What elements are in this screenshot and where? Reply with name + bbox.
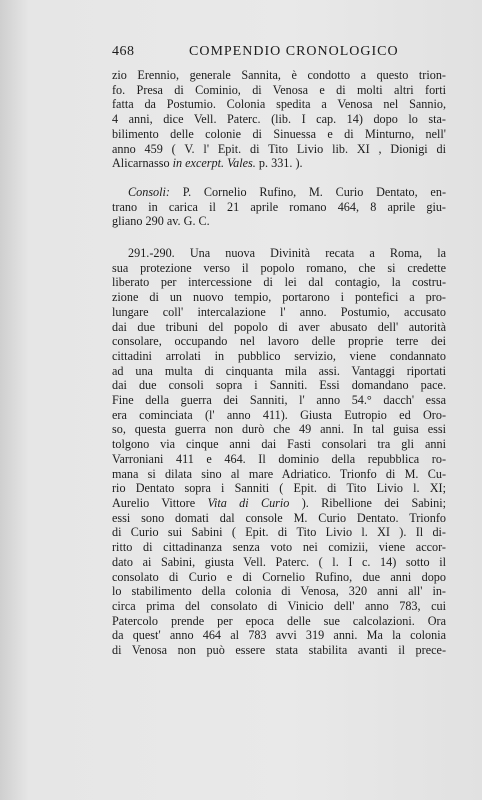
italic-run: Vita di Curio (207, 495, 290, 510)
text-line: lungare coll' intercalazione l' anno. Postumio, accusato (112, 304, 446, 319)
text-line (112, 185, 446, 200)
text-line: tolgono via cinque anni dai Fasti consolari tra gli anni (112, 437, 446, 452)
text-run: P. Cornelio Rufino, M. Curio Dentato, en- (169, 184, 446, 199)
text-line: liberato per intercessione di lei dal contagio, la costru- (112, 275, 446, 290)
text-run: Alicarnasso (112, 156, 173, 171)
text-line (112, 156, 446, 171)
italic-run: Consoli: (128, 184, 170, 199)
text-line: di Venosa non può essere stata stabilita avanti il prece- (112, 643, 446, 658)
page-number: 468 (112, 44, 135, 59)
text-line: bilimento delle colonie di Sinuessa e di Minturno, nell' (112, 126, 446, 141)
text-line: essi sono domati dal console M. Curio Dentato. Trionfo (112, 510, 446, 525)
text-line: lo stabilimento della colonia di Venosa, 320 anni all' in- (112, 584, 446, 599)
text-line: circa prima del consolato di Vinicio dell' anno 783, cui (112, 598, 446, 613)
body-text (112, 68, 446, 658)
text-line: fo. Presa di Cominio, di Venosa e di molti altri forti (112, 82, 446, 97)
text-line: Varroniani 411 e 464. Il dominio della repubblica ro- (112, 451, 446, 466)
paragraph-1 (112, 68, 446, 171)
italic-run: in excerpt. Vales. (172, 156, 256, 171)
text-line: dato ai Sabini, giusta Vell. Paterc. ( l. I c. 14) sotto il (112, 554, 446, 569)
text-line: cittadini arrolati in pubblico servizio, viene condannato (112, 348, 446, 363)
text-line: consolare, occupando nel lavoro delle proprie terre dei (112, 334, 446, 349)
text-line: trano in carica il 21 aprile romano 464, 8 aprile giu- (112, 199, 446, 214)
paragraph-2 (112, 185, 446, 229)
text-run: ). Ribellione dei Sabini; (289, 495, 446, 510)
running-title: COMPENDIO CRONOLOGICO (189, 44, 399, 59)
text-line: zione di un nuovo tempio, portarono i pontefici a pro- (112, 290, 446, 305)
text-line: so, questa guerra non durò che 49 anni. In tal guisa essi (112, 422, 446, 437)
text-line: rio Dentato sopra i Sanniti ( Epit. di Tito Livio l. XI; (112, 481, 446, 496)
text-line: da quest' anno 464 al 783 avvi 319 anni. Ma la colonia (112, 628, 446, 643)
text-line: Fine della guerra dei Sanniti, l' anno 54.° dacch' essa (112, 393, 446, 408)
text-line: anno 459 ( V. l' Epit. di Tito Livio lib. XI , Dionigi di (112, 141, 446, 156)
text-run: Aurelio Vittore (112, 495, 208, 510)
text-line: sua protezione verso il popolo romano, che si credette (112, 260, 446, 275)
running-header (112, 44, 442, 64)
text-run: p. 331. ). (255, 156, 303, 171)
text-line: 291.-290. Una nuova Divinità recata a Roma, la (128, 246, 446, 261)
text-line: 4 anni, dice Vell. Paterc. (lib. I cap. 14) dopo lo sta- (112, 112, 446, 127)
text-line: zio Erennio, generale Sannita, è condotto a questo trion- (112, 68, 446, 82)
text-line: dai due tribuni del popolo di aver abusato dell' autorità (112, 319, 446, 334)
text-line: di Curio sui Sabini ( Epit. di Tito Livio l. XI ). Il di- (112, 525, 446, 540)
text-line: ad una multa di cinquanta mila assi. Vantaggi riportati (112, 363, 446, 378)
text-line: consolato di Curio e di Cornelio Rufino, due anni dopo (112, 569, 446, 584)
text-line: mana si dilata sino al mare Adriatico. Trionfo di M. Cu- (112, 466, 446, 481)
text-line: era cominciata (l' anno 411). Giusta Eutropio ed Oro- (112, 407, 446, 422)
text-line: fatta da Postumio. Colonia spedita a Venosa nel Sannio, (112, 97, 446, 112)
text-line: ritto di cittadinanza senza voto nei comizii, viene accor- (112, 540, 446, 555)
text-line (112, 496, 446, 511)
paragraph-3 (112, 246, 446, 658)
text-line: dai due consoli sopra i Sanniti. Essi domandano pace. (112, 378, 446, 393)
text-line: Patercolo prende per epoca delle sue calcolazioni. Ora (112, 613, 446, 628)
text-line: gliano 290 av. G. C. (112, 214, 210, 229)
